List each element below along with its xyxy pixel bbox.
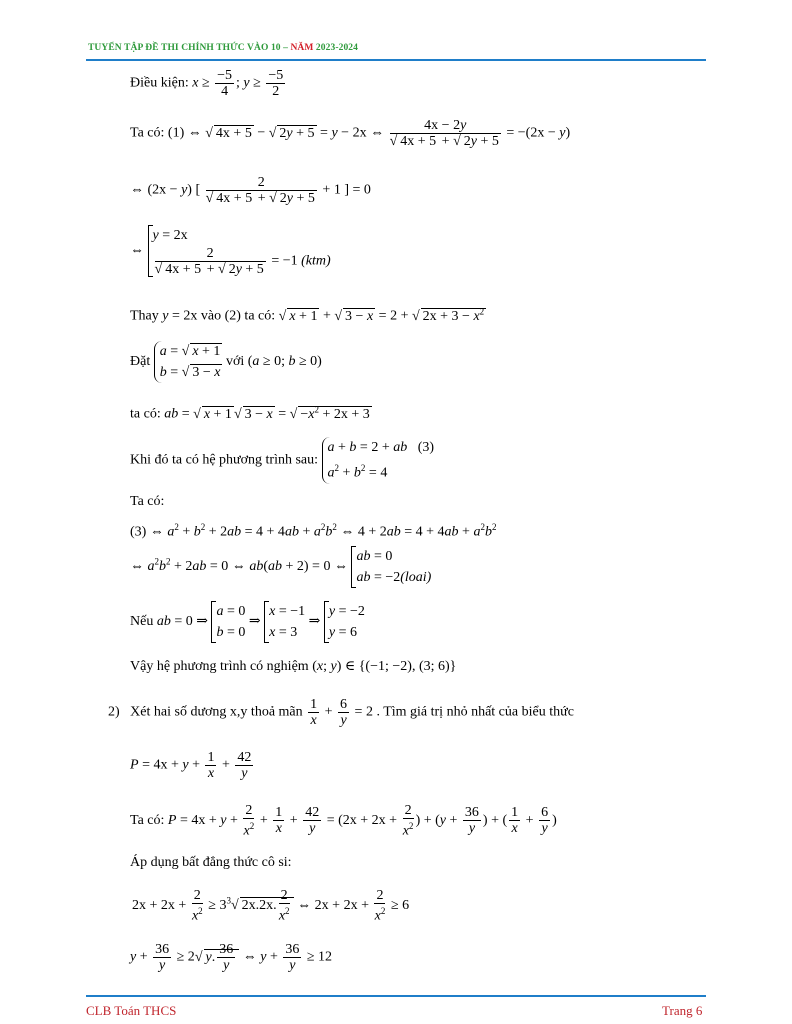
problem-2-line: 2) Xét hai số dương x,y thoả mãn $\frac{1}{x}$ + $\frac{6}{y}$ = 2 . Tìm giá trị nhỏ nhất của biểu thức: [108, 697, 574, 728]
ab-case-line: ⇔ $a^2b^2 + 2ab = 0$ ⇔ ab(ab + 2) = 0 ⇔ ab = 0 ab = −2(loai): [130, 546, 431, 588]
eq-factor-line: ⇔ (2x − y) [ 2 √ 4x + 5 + √ 2y + 5 + 1 ] = 0: [130, 175, 371, 206]
header-rule: [86, 59, 706, 61]
footer-rule: [86, 995, 706, 997]
cauchy-line-2: y + $\frac{36}{y}$ ≥ 2√ y. $\frac{36}{y}$ ⇔ y + $\frac{36}{y}$ ≥ 12: [130, 942, 332, 973]
solution-line: Vậy hệ phương trình có nghiệm (x; y) ∈ {(−1; −2), (3; 6)}: [130, 659, 457, 674]
system-line: Khi đó ta có hệ phương trình sau: a + b = 2 + ab (3) $a^2 + b^2 = 4$: [130, 437, 434, 484]
header-title: TUYỂN TẬP ĐỀ THI CHÍNH THỨC VÀO 10 – NĂM 2023-2024: [88, 43, 358, 53]
substitute-line: Thay y = 2x vào (2) ta có: √ x + 1 + √ 3 − x = 2 + √ $2x + 3 - x^2$: [130, 306, 486, 325]
footer-left: CLB Toán THCS: [86, 1003, 177, 1018]
set-ab-line: Đặt a = √ x + 1 b = √ 3 − x với (a ≥ 0; b ≥ 0): [130, 341, 322, 383]
eq3-line: (3) ⇔ $a^2 + b^2 + 2ab = 4 + 4ab + a^2b^2$ ⇔ $4 + 2ab = 4 + 4ab + a^2b^2$: [130, 522, 497, 540]
if-line: Nếu ab = 0 ⇒ a = 0 b = 0 ⇒ x = −1 x = 3 ⇒ y = −2 y = 6: [130, 601, 365, 643]
eq-case-line: ⇔ y = 2x 2 √ 4x + 5 + √ 2y + 5 = −1 (ktm): [130, 225, 331, 277]
ab-product-line: ta có: ab = √ x + 1√ 3 − x = √ $-x^2 + 2x + 3$: [130, 404, 372, 423]
p-definition-line: P = 4x + y + $\frac{1}{x}$ + $\frac{42}{y}$: [130, 750, 252, 781]
cauchy-line-1: 2x + 2x + $\frac{2}{x^2}$ ≥ $3^3√$ 2x.2x. $\frac{2}{x^2}$ ⇔ 2x + 2x + $\frac{2}{x^2}$ ≥ 6: [132, 888, 409, 924]
eq1-line: Ta có: (1) ⇔ √ 4x + 5 − √ 2y + 5 = y − 2x ⇔ 4x − 2y √ 4x + 5 + √ 2y + 5 = −(2x − y): [130, 118, 570, 149]
p-rewrite-line: Ta có: P = 4x + y + $\frac{2}{x^2}$ + $\frac{1}{x}$ + $\frac{42}{y}$ = (2x + 2x + $\frac{2}{x^2}$ ) + (y + $\frac{36}{y}$ ) + ( $\frac{1}{x}$ + $\frac{6}{y}$ ): [130, 803, 557, 839]
ta-co-2: Ta có:: [130, 494, 165, 509]
condition-line: Điều kiện: x ≥ $\frac{-5}{4}$ ; y ≥ $\frac{-5}{2}$: [130, 68, 284, 99]
cauchy-label: Áp dụng bất đẳng thức cô si:: [130, 855, 292, 870]
page-number: Trang 6: [662, 1003, 703, 1018]
